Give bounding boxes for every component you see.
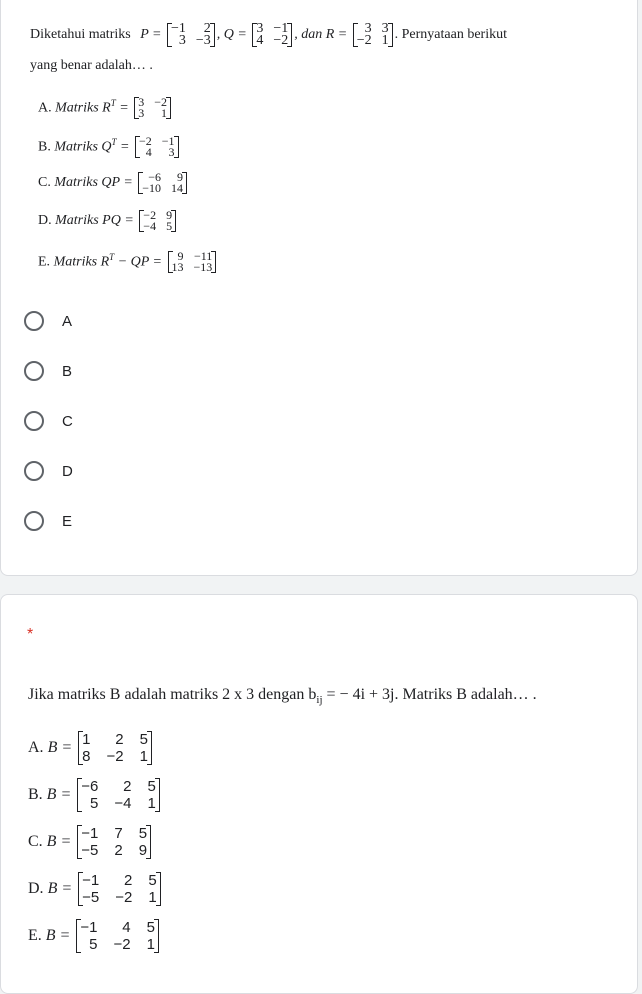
radio-button[interactable] bbox=[24, 311, 44, 331]
choice-matrix: −6 2 5 5 −4 1 bbox=[77, 778, 160, 812]
option-e[interactable] bbox=[24, 506, 72, 536]
option-label: A bbox=[62, 312, 73, 330]
matrix-p: −1 2 3 −3 bbox=[167, 23, 215, 47]
option-c[interactable] bbox=[24, 406, 73, 436]
q1-intro bbox=[30, 23, 507, 47]
radio-button[interactable] bbox=[24, 511, 44, 531]
statement-d: D. Matriks PQ = −2 9 −4 5 bbox=[38, 210, 178, 232]
statement-e: E. Matriks $R^T$ − QP = 9 −11 13 −13 bbox=[38, 248, 218, 273]
option-a[interactable] bbox=[24, 306, 72, 336]
q2-question: Jika matriks B adalah matriks 2 x 3 dengan $b_{ij}$ = − 4i + 3j. Matriks B adalah… . bbox=[28, 686, 537, 707]
statement-b: B. Matriks $Q^T$ = −2 −1 4 3 bbox=[38, 133, 181, 158]
statement-matrix: −6 9 −10 14 bbox=[138, 172, 187, 194]
q1-intro-line2: yang benar adalah… . bbox=[30, 58, 153, 73]
choice-d: D. B = −1 2 5 −5 −2 1 bbox=[28, 872, 163, 906]
choice-c: C. B = −1 7 5 −5 2 9 bbox=[28, 825, 153, 859]
statement-a: A. Matriks $R^T$ = 3 −2 3 1 bbox=[38, 94, 173, 119]
choice-b: B. B = −6 2 5 5 −4 1 bbox=[28, 778, 162, 812]
choice-e: E. B = −1 4 5 5 −2 1 bbox=[28, 919, 161, 953]
radio-button[interactable] bbox=[24, 461, 44, 481]
p-label: P = bbox=[140, 27, 162, 43]
radio-button[interactable] bbox=[24, 361, 44, 381]
option-d[interactable] bbox=[24, 456, 73, 486]
option-label: B bbox=[62, 362, 73, 380]
matrix-q: 3 −1 4 −2 bbox=[252, 23, 292, 47]
q1-intro-end: . Pernyataan berikut bbox=[394, 27, 507, 43]
choice-a: A. B = 1 2 5 8 −2 1 bbox=[28, 731, 154, 765]
statement-matrix: −2 9 −4 5 bbox=[139, 210, 176, 232]
statement-matrix: −2 −1 4 3 bbox=[135, 136, 179, 158]
statement-matrix: 9 −11 13 −13 bbox=[168, 251, 217, 273]
statement-matrix: 3 −2 3 1 bbox=[134, 97, 171, 119]
choice-matrix: −1 7 5 −5 2 9 bbox=[77, 825, 151, 859]
q1-intro-text: Diketahui matriks bbox=[30, 27, 131, 43]
option-label: E bbox=[62, 512, 73, 530]
choice-matrix: −1 2 5 −5 −2 1 bbox=[78, 872, 161, 906]
radio-button[interactable] bbox=[24, 411, 44, 431]
matrix-r: 3 3 −2 1 bbox=[353, 23, 393, 47]
r-label: , dan R = bbox=[294, 27, 348, 43]
option-b[interactable] bbox=[24, 356, 72, 386]
option-label: C bbox=[62, 412, 73, 430]
choice-matrix: −1 4 5 5 −2 1 bbox=[76, 919, 159, 953]
choice-matrix: 1 2 5 8 −2 1 bbox=[78, 731, 152, 765]
required-asterisk: * bbox=[27, 626, 34, 643]
option-label: D bbox=[62, 462, 73, 480]
statement-c: C. Matriks QP = −6 9 −10 14 bbox=[38, 172, 189, 194]
q-label: , Q = bbox=[216, 27, 247, 43]
